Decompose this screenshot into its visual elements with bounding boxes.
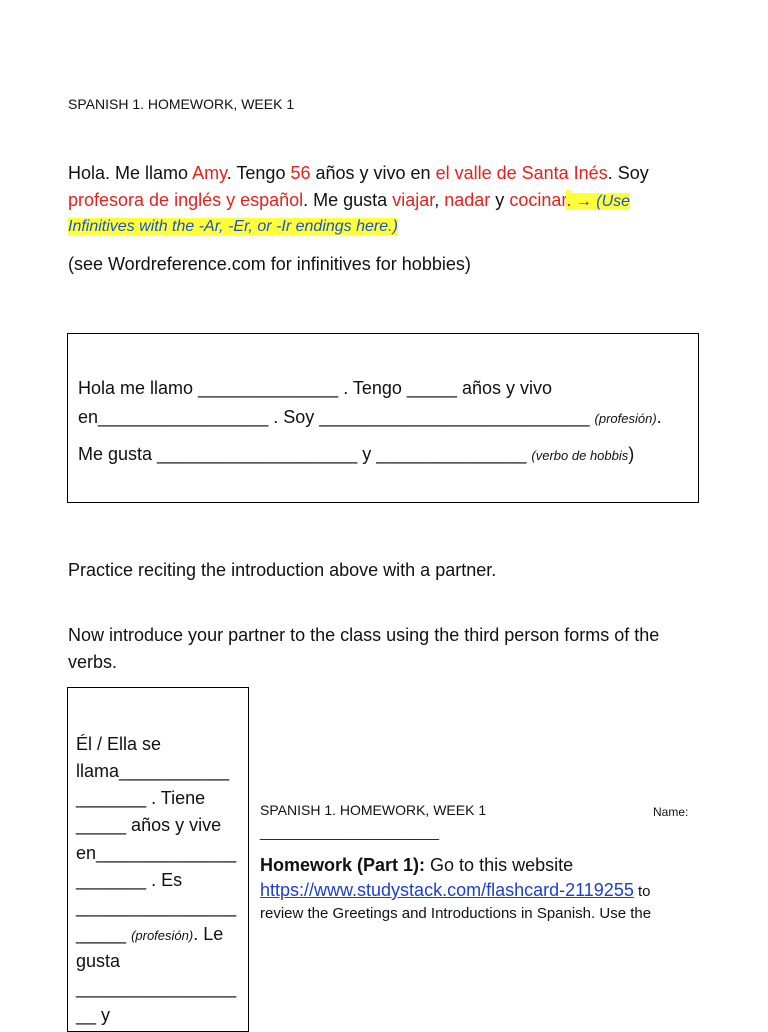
third-line-6: _______ . Es [76, 870, 183, 890]
fill-line-2-end: . [656, 407, 662, 427]
third-line-8-blank: _____ [76, 924, 132, 944]
third-line-9: gusta [76, 951, 121, 971]
intro-text: y [490, 190, 510, 210]
intro-period: . [566, 190, 572, 210]
third-line-5: en______________ [76, 843, 237, 863]
homework-label: Homework (Part 1): [260, 855, 426, 875]
intro-hobby-3: cocinar [509, 190, 567, 210]
third-line-1: Él / Ella se [76, 734, 162, 754]
to-text: to [633, 883, 651, 900]
intro-text: años y vivo en [310, 163, 436, 183]
intro-paragraph [68, 160, 708, 239]
arrow-note: → (Use [571, 193, 631, 210]
third-person-box [67, 687, 249, 1032]
intro-name: Amy [192, 163, 227, 183]
third-profession-hint: (profesión) [131, 928, 194, 943]
fill-line-2 [78, 404, 662, 432]
fill-line-3-end: ) [628, 444, 635, 464]
fill-line-2-text: en_________________ . Soy ___________________________ [78, 407, 595, 427]
fill-in-box [67, 333, 699, 503]
website-line [260, 880, 651, 901]
page2-title: SPANISH 1. HOMEWORK, WEEK 1 [260, 802, 487, 818]
third-line-8-end: . Le [193, 924, 224, 944]
homework-text: Go to this website [425, 855, 574, 875]
fill-line-1: Hola me llamo ______________ . Tengo _____ años y vivo [78, 378, 553, 398]
profession-hint: (profesión) [594, 411, 657, 426]
third-line-8 [76, 921, 223, 949]
intro-hobby-2: nadar [444, 190, 491, 210]
fill-line-3-text: Me gusta ____________________ y _______________ [78, 444, 532, 464]
intro-text: , [434, 190, 445, 210]
third-line-2: llama___________ [76, 761, 230, 781]
introduce-instruction-line-2: verbs. [68, 652, 118, 672]
third-line-4: _____ años y vive [76, 815, 222, 835]
intro-text: . Soy [607, 163, 649, 183]
intro-profession: profesora de inglés y español [68, 190, 304, 210]
intro-text: . Me gusta [303, 190, 393, 210]
wordreference-note: (see Wordreference.com for infinitives for hobbies) [68, 254, 471, 274]
third-line-3: _______ . Tiene [76, 788, 206, 808]
introduce-instruction-line-1: Now introduce your partner to the class using the third person forms of the [68, 625, 660, 645]
name-line: _______________________ [260, 824, 440, 840]
homework-part-1 [260, 855, 573, 876]
third-line-11: __ y [76, 1005, 111, 1025]
intro-place: el valle de Santa Inés [435, 163, 608, 183]
third-line-7: ________________ [76, 897, 237, 917]
intro-text: . Tengo [226, 163, 291, 183]
intro-text: Hola. Me llamo [68, 163, 193, 183]
page-title: SPANISH 1. HOMEWORK, WEEK 1 [68, 96, 295, 112]
infinitives-note: Infinitives with the -Ar, -Er, or -Ir endings here.) [68, 218, 398, 235]
intro-hobby-1: viajar [392, 190, 435, 210]
fill-line-3 [78, 441, 634, 469]
practice-instruction: Practice reciting the introduction above with a partner. [68, 560, 497, 580]
intro-age: 56 [290, 163, 311, 183]
name-label: Name: [653, 805, 689, 819]
review-text: review the Greetings and Introductions in Spanish. Use the [260, 905, 652, 922]
third-line-10: ________________ [76, 978, 237, 998]
hobby-hint: (verbo de hobbis [531, 448, 629, 463]
studystack-link[interactable]: https://www.studystack.com/flashcard-2119255 [260, 880, 634, 900]
